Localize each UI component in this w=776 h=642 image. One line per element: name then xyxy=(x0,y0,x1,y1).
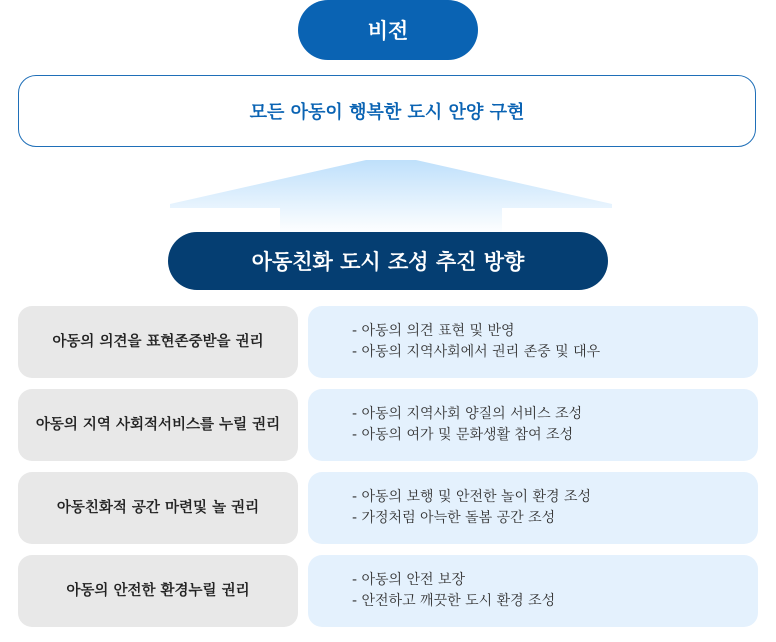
category-detail-4 xyxy=(308,555,758,627)
right-category-3 xyxy=(18,472,298,544)
vision-badge: 비전 xyxy=(298,0,478,60)
category-detail-2 xyxy=(308,389,758,461)
category-detail-3 xyxy=(308,472,758,544)
category-title-line: 누릴 권리 xyxy=(188,582,250,599)
detail-item: - 아동의 보행 및 안전한 놀이 환경 조성 xyxy=(352,489,592,505)
direction-title: 아동친화 도시 조성 추진 방향 xyxy=(168,232,608,290)
vision-statement: 모든 아동이 행복한 도시 안양 구현 xyxy=(18,75,756,147)
category-title-line: 및 놀 권리 xyxy=(193,499,260,516)
category-title-line: 서비스를 누릴 권리 xyxy=(158,416,281,433)
detail-item: - 가정처럼 아늑한 돌봄 공간 조성 xyxy=(352,510,556,526)
category-title-line: 아동의 지역 사회적 xyxy=(35,416,158,433)
category-title-line: 아동의 안전한 환경 xyxy=(66,582,189,599)
right-category-2 xyxy=(18,389,298,461)
detail-item: - 아동의 의견 표현 및 반영 xyxy=(352,323,515,339)
category-title-line: 아동친화적 공간 마련 xyxy=(56,499,194,516)
category-title-line: 아동의 의견을 표현 xyxy=(52,333,175,350)
category-title-line: 존중받을 권리 xyxy=(174,333,264,350)
detail-item: - 아동의 지역사회에서 권리 존중 및 대우 xyxy=(352,344,601,360)
detail-item: - 안전하고 깨끗한 도시 환경 조성 xyxy=(352,593,556,609)
detail-item: - 아동의 여가 및 문화생활 참여 조성 xyxy=(352,427,574,443)
right-category-1 xyxy=(18,306,298,378)
detail-item: - 아동의 안전 보장 xyxy=(352,572,466,588)
detail-item: - 아동의 지역사회 양질의 서비스 조성 xyxy=(352,406,583,422)
up-arrow-icon xyxy=(170,160,612,234)
right-category-4 xyxy=(18,555,298,627)
category-detail-1 xyxy=(308,306,758,378)
